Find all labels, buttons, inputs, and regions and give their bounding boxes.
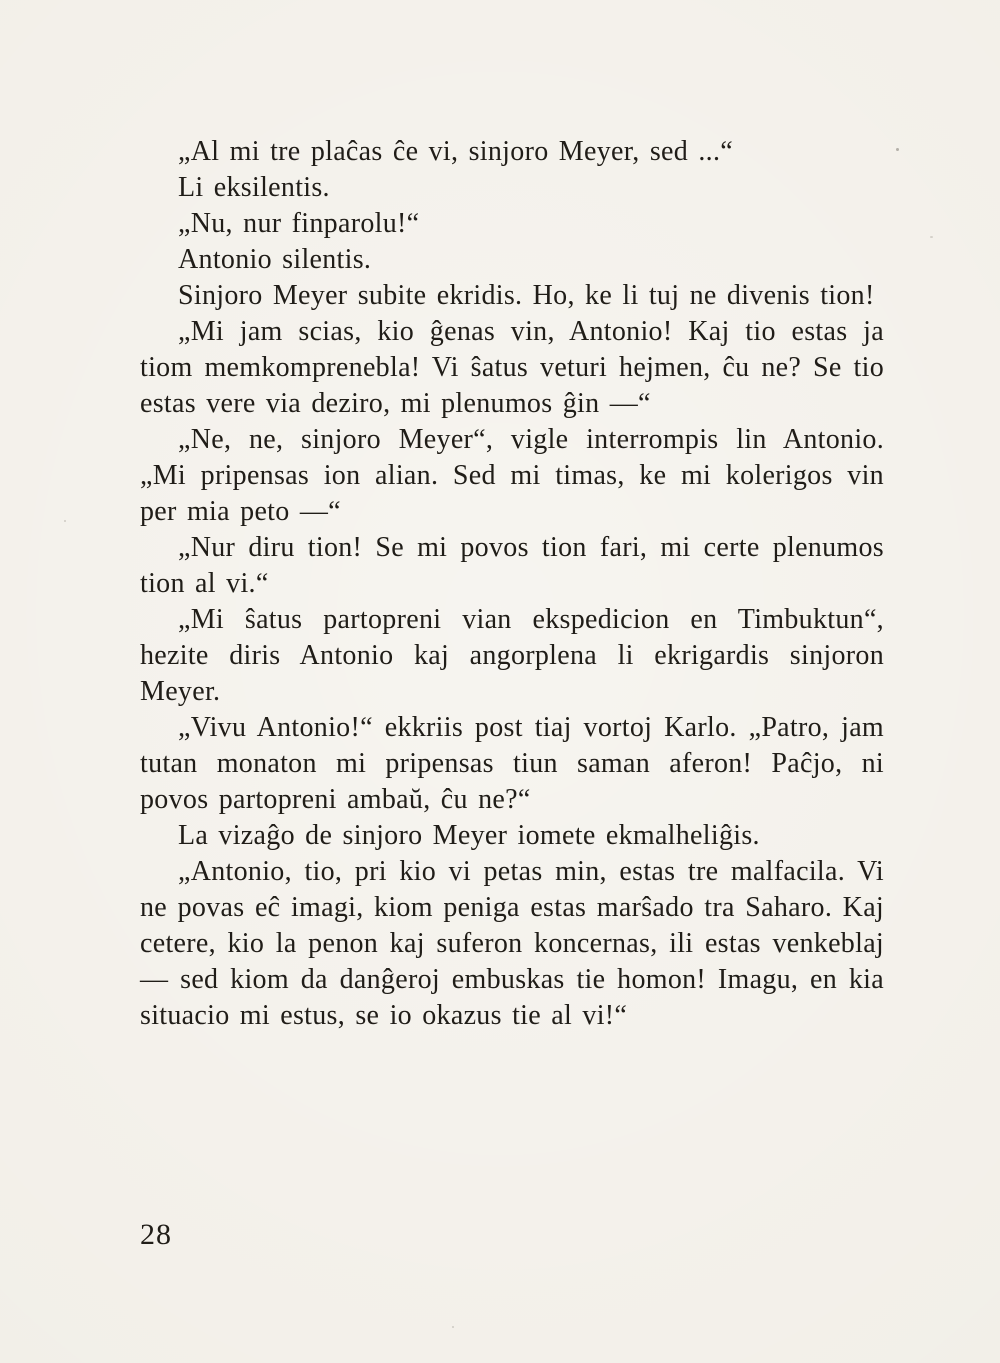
paragraph: „Antonio, tio, pri kio vi petas min, estas tre malfacila. Vi ne povas eĉ imagi, kiom peniga estas marŝado tra Saharo. Kaj cetere, kio la penon kaj suferon koncernas, ili estas venkeblaj — sed kiom da danĝeroj embuskas tie homon! Imagu, en kia situacio mi estus, se io okazus tie al vi!“	[140, 856, 884, 1031]
scan-speck	[64, 520, 66, 522]
paragraph: „Nur diru tion! Se mi povos tion fari, mi certe plenumos tion al vi.“	[140, 532, 884, 599]
paragraph: Sinjoro Meyer subite ekridis. Ho, ke li tuj ne divenis tion!	[178, 280, 875, 311]
paragraph: „Nu, nur finparolu!“	[178, 208, 420, 239]
paragraph: „Al mi tre plaĉas ĉe vi, sinjoro Meyer, sed ...“	[178, 136, 733, 167]
paragraph: „Ne, ne, sinjoro Meyer“, vigle interrompis lin Antonio. „Mi pripensas ion alian. Sed mi timas, ke mi kolerigos vin per mia peto —“	[140, 424, 884, 527]
paragraph: „Mi jam scias, kio ĝenas vin, Antonio! Kaj tio estas ja tiom memkomprenebla! Vi ŝatus veturi hejmen, ĉu ne? Se tio estas vere via deziro, mi plenumos ĝin —“	[140, 316, 884, 419]
paragraph: Antonio silentis.	[178, 244, 372, 275]
scan-speck	[452, 1326, 454, 1328]
paragraph: La vizaĝo de sinjoro Meyer iomete ekmalheliĝis.	[178, 820, 760, 851]
paragraph: „Mi ŝatus partopreni vian ekspedicion en Timbuktun“, hezite diris Antonio kaj angorplena li ekrigardis sinjoron Meyer.	[140, 604, 884, 707]
scan-speck	[896, 148, 899, 151]
scan-speck	[930, 236, 933, 238]
paragraph: „Vivu Antonio!“ ekkriis post tiaj vortoj Karlo. „Patro, jam tutan monaton mi pripensas tiun saman aferon! Paĉjo, ni povos partopreni ambaŭ, ĉu ne?“	[140, 712, 884, 815]
text-block	[140, 134, 884, 1034]
paragraph: Li eksilentis.	[178, 172, 330, 203]
page-number: 28	[140, 1218, 172, 1251]
